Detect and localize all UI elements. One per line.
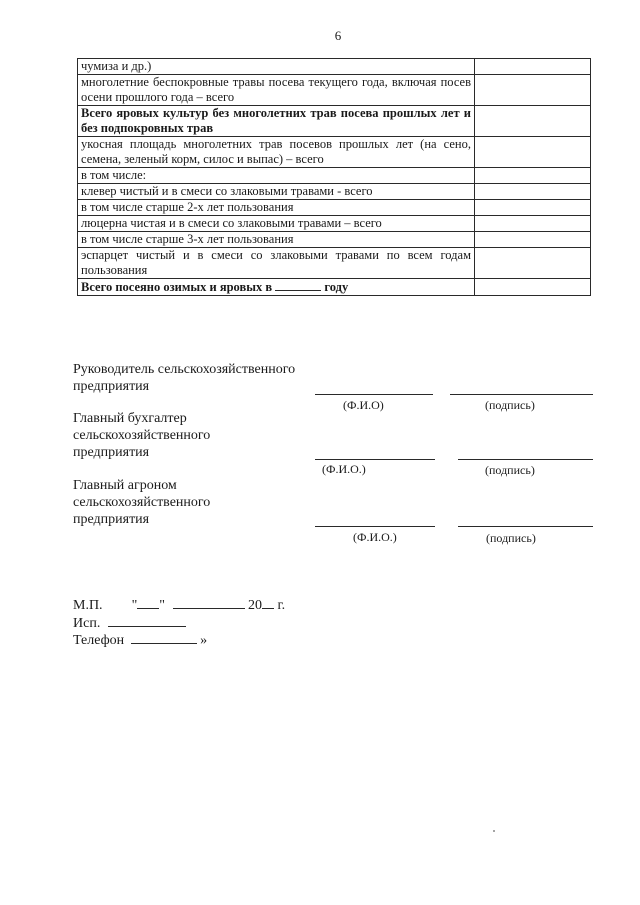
head-fio-line[interactable] <box>315 394 433 395</box>
month-blank[interactable] <box>173 596 245 609</box>
table-row <box>78 216 591 232</box>
head-title-line: Руководитель сельскохозяйственного <box>73 362 296 377</box>
accountant-title-line: сельскохозяйственного <box>73 428 211 443</box>
row-value-cell[interactable] <box>475 59 591 75</box>
row-label: в том числе: <box>78 168 475 184</box>
agronomist-title <box>73 477 210 528</box>
total-row-label <box>78 279 475 296</box>
accountant-sign-caption: (подпись) <box>485 463 535 477</box>
total-label-prefix: Всего посеяно озимых и яровых в <box>81 280 273 294</box>
table-row-total <box>78 279 591 296</box>
scan-speck <box>493 830 495 832</box>
agronomist-title-line: сельскохозяйственного <box>73 495 211 510</box>
row-label: эспарцет чистый и в смеси со злаковыми травами по всем годам пользования <box>78 248 475 279</box>
row-label: чумиза и др.) <box>78 59 475 75</box>
mp-label: М.П. <box>73 598 103 613</box>
footer-executor-line <box>73 614 186 632</box>
phone-end: » <box>200 633 208 648</box>
row-label: укосная площадь многолетних трав посевов прошлых лет (на сено, семена, зеленый корм, силос и выпас) – всего <box>78 137 475 168</box>
head-fio-caption: (Ф.И.О) <box>343 398 384 412</box>
table-row <box>78 248 591 279</box>
page-number: 6 <box>334 28 342 43</box>
total-label-suffix: году <box>324 280 349 294</box>
agronomist-fio-line[interactable] <box>315 526 435 527</box>
row-value-cell[interactable] <box>475 216 591 232</box>
table-row <box>78 200 591 216</box>
accountant-sign-line[interactable] <box>458 459 593 460</box>
agronomist-title-line: Главный агроном <box>73 478 177 493</box>
row-value-cell[interactable] <box>475 279 591 296</box>
footer-date-line <box>73 596 285 614</box>
phone-label: Телефон <box>73 633 125 648</box>
footer-phone-line <box>73 631 207 649</box>
row-value-cell[interactable] <box>475 200 591 216</box>
row-value-cell[interactable] <box>475 184 591 200</box>
table-row <box>78 106 591 137</box>
quote-close: " <box>159 598 165 613</box>
accountant-title-line: Главный бухгалтер <box>73 411 187 426</box>
row-label: в том числе старше 2-х лет пользования <box>78 200 475 216</box>
head-title <box>73 361 295 395</box>
row-value-cell[interactable] <box>475 75 591 106</box>
accountant-title <box>73 410 210 461</box>
agronomist-fio-caption: (Ф.И.О.) <box>353 530 397 544</box>
executor-blank[interactable] <box>108 614 186 627</box>
year-blank[interactable] <box>275 279 321 291</box>
accountant-fio-line[interactable] <box>315 459 435 460</box>
row-label: в том числе старше 3-х лет пользования <box>78 232 475 248</box>
row-label: клевер чистый и в смеси со злаковыми травами - всего <box>78 184 475 200</box>
executor-label: Исп. <box>73 616 101 631</box>
report-table-body <box>78 59 591 296</box>
year-short-blank[interactable] <box>262 596 274 609</box>
head-sign-caption: (подпись) <box>485 398 535 412</box>
day-blank[interactable] <box>137 596 159 609</box>
agronomist-sign-caption: (подпись) <box>486 531 536 545</box>
row-label: люцерна чистая и в смеси со злаковыми травами – всего <box>78 216 475 232</box>
quote-open: " <box>131 598 138 613</box>
year-prefix: 20 <box>248 598 262 613</box>
head-sign-line[interactable] <box>450 394 593 395</box>
year-suffix: г. <box>277 598 286 613</box>
agronomist-title-line: предприятия <box>73 512 150 527</box>
table-row <box>78 184 591 200</box>
accountant-fio-caption: (Ф.И.О.) <box>322 462 366 476</box>
agronomist-sign-line[interactable] <box>458 526 593 527</box>
table-row <box>78 59 591 75</box>
table-row <box>78 75 591 106</box>
table-row <box>78 232 591 248</box>
row-value-cell[interactable] <box>475 248 591 279</box>
row-label: многолетние беспокровные травы посева текущего года, включая посев осени прошлого года – всего <box>78 75 475 106</box>
phone-blank[interactable] <box>131 631 197 644</box>
table-row <box>78 168 591 184</box>
row-value-cell[interactable] <box>475 106 591 137</box>
head-title-line: предприятия <box>73 379 150 394</box>
row-value-cell[interactable] <box>475 168 591 184</box>
row-value-cell[interactable] <box>475 137 591 168</box>
report-table <box>77 58 591 296</box>
accountant-title-line: предприятия <box>73 445 150 460</box>
row-value-cell[interactable] <box>475 232 591 248</box>
table-row <box>78 137 591 168</box>
row-label: Всего яровых культур без многолетних трав посева прошлых лет и без подпокровных трав <box>78 106 475 137</box>
